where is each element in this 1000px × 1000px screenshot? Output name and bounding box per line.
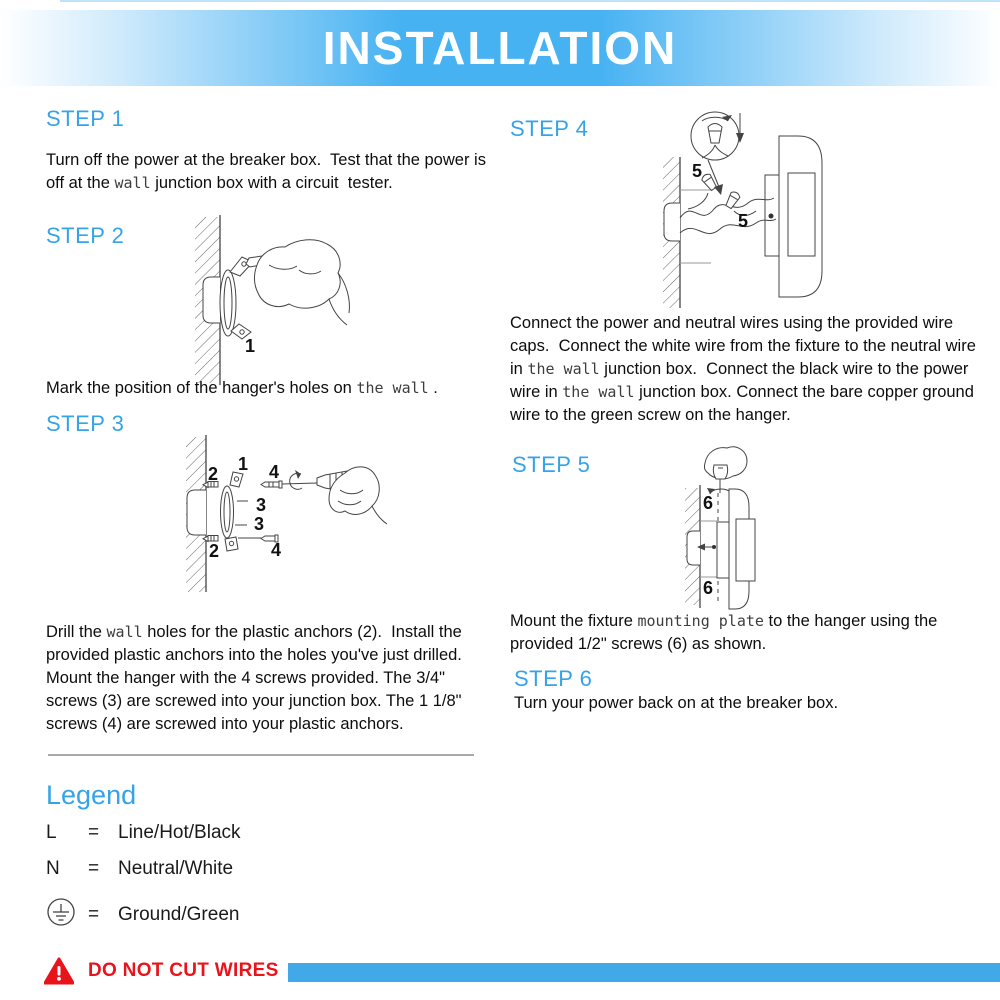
bottom-blue-bar [288, 963, 1000, 982]
step3-text-b: holes for the plastic anchors (2). Install the provided plastic anchors into the holes you've just drilled. Mount the hanger with the 4 screws provided. The 3/4" screws (3) are screwed into your junction box. The 1 1/8" screws (4) are screwed into your plastic anchors. [46, 623, 472, 733]
step6-text: Turn your power back on at the breaker box. [514, 694, 839, 712]
equals-sign: = [88, 904, 100, 925]
step2-caption-a: Mark the position of the hanger's holes on [46, 379, 357, 397]
equals-sign: = [88, 822, 100, 843]
mounting-plate [717, 522, 729, 578]
step2-heading: STEP 2 [46, 223, 125, 248]
step2-caption-b: . [428, 379, 438, 397]
junction-box [187, 490, 206, 535]
step1-text [46, 149, 498, 195]
legend-heading: Legend [46, 780, 137, 810]
legend-symbol-n: N [46, 858, 60, 879]
part-label-3-bottom: 3 [254, 514, 265, 534]
step4-wall-word-b: the wall [562, 383, 635, 401]
step4-text [510, 312, 986, 427]
legend-symbol-l: L [46, 822, 57, 843]
wire-cap-bottom [724, 190, 741, 209]
part-label-4-top: 4 [269, 462, 280, 482]
step2-caption [46, 377, 498, 400]
rotation-arrow [290, 473, 302, 489]
step2-diagram [185, 215, 465, 385]
legend-label-neutral: Neutral/White [118, 858, 234, 879]
section-divider [48, 754, 474, 756]
wire-cap-top [700, 172, 718, 191]
step4-diagram [648, 103, 963, 310]
legend-row-ground [46, 897, 239, 933]
part-label-3-top: 3 [256, 495, 267, 515]
hanger [220, 270, 236, 336]
green-screw [769, 214, 774, 219]
wire [680, 219, 776, 234]
step6-heading: STEP 6 [514, 666, 593, 691]
part-label-4-bottom: 4 [271, 540, 282, 560]
part-label-2-top: 2 [208, 464, 219, 484]
junction-box [664, 203, 680, 241]
legend-row-neutral [46, 858, 233, 880]
hand-with-screwdriver [704, 447, 747, 494]
step4-text-c: junction box. Connect the bare copper ground wire to the green screw on the hanger. [510, 383, 979, 424]
wire [680, 198, 774, 218]
step4-text-b: junction box. Connect the black wire to the power wire in [510, 360, 973, 401]
part-label-5-top: 5 [692, 161, 703, 181]
step3-text-a: Drill the [46, 623, 107, 641]
part-label-2-bottom: 2 [209, 541, 220, 561]
step5-heading: STEP 5 [512, 452, 591, 477]
top-edge-line [60, 0, 1000, 2]
step1-wall-word: wall [114, 174, 151, 192]
equals-sign: = [88, 858, 100, 879]
step5-diagram [663, 443, 803, 618]
part-label-5-bottom: 5 [738, 211, 749, 231]
step5-mounting-plate-word: mounting plate [637, 612, 764, 630]
legend-label-line: Line/Hot/Black [118, 822, 241, 843]
ground-icon [46, 897, 88, 933]
step3-heading: STEP 3 [46, 411, 125, 436]
step5-text [510, 610, 984, 656]
warning-icon [44, 957, 74, 985]
screw-top [261, 481, 282, 488]
part-label-1: 1 [238, 454, 249, 474]
part-label-6-top: 6 [703, 493, 714, 513]
step3-wall-word: wall [106, 623, 143, 641]
step1-text-b: junction box with a circuit tester. [150, 174, 393, 192]
step4-text-a: Connect the power and neutral wires using the provided wire caps. Connect the white wire from the fixture to the neutral wire in [510, 314, 981, 378]
step4-wall-word-a: the wall [527, 360, 600, 378]
hanger [221, 486, 234, 538]
step4-heading: STEP 4 [510, 116, 589, 141]
step5-text-b: to the hanger using the provided 1/2" screws (6) as shown. [510, 612, 942, 653]
fixture-backplate [788, 173, 815, 256]
warning-text: DO NOT CUT WIRES [88, 960, 279, 981]
page-title: INSTALLATION [322, 22, 678, 74]
junction-box [203, 277, 220, 323]
step2-wall-word: the wall [356, 379, 429, 397]
junction-box [687, 531, 700, 565]
step3-diagram [175, 435, 490, 610]
part-label-1: 1 [245, 336, 256, 356]
step3-text [46, 621, 498, 736]
step1-text-a: Turn off the power at the breaker box. Test that the power is off at the [46, 151, 491, 192]
hanger-bottom-tab [225, 537, 238, 551]
part-label-6-bottom: 6 [703, 578, 714, 598]
step5-text-a: Mount the fixture [510, 612, 638, 630]
legend-label-ground: Ground/Green [118, 904, 240, 925]
legend-row-line [46, 822, 241, 844]
fixture-front-panel [736, 519, 755, 581]
hand [255, 240, 341, 308]
title-banner [0, 10, 1000, 86]
step1-heading: STEP 1 [46, 106, 125, 131]
screwdriver-shaft [282, 483, 317, 484]
wire [688, 193, 708, 209]
hanger-top-tab [230, 472, 243, 487]
